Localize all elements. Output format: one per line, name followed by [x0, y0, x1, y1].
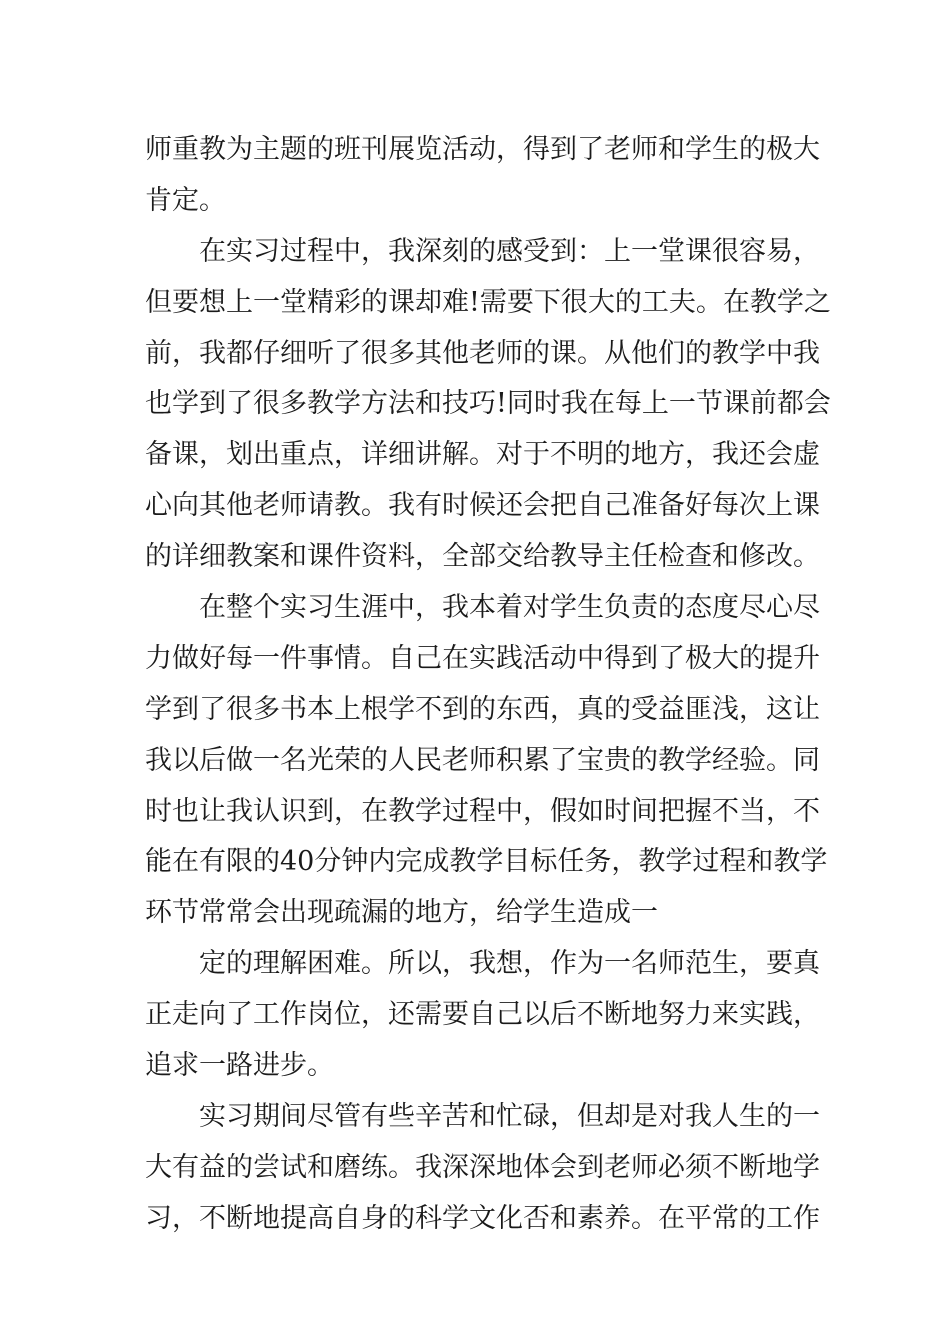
text-line: 大有益的尝试和磨练。我深深地体会到老师必须不断地学	[145, 1151, 820, 1183]
text-line: 备课，划出重点，详细讲解。对于不明的地方，我还会虚	[145, 439, 820, 471]
paragraph-first-line: 在整个实习生涯中，我本着对学生负责的态度尽心尽	[199, 592, 820, 624]
body-text	[145, 125, 831, 1245]
paragraph-first-line: 在实习过程中，我深刻的感受到：上一堂课很容易，	[199, 235, 820, 267]
text-line: 学到了很多书本上根学不到的东西，真的受益匪浅，这让	[145, 693, 820, 725]
text-line: 习，不断地提高自身的科学文化否和素养。在平常的工作	[145, 1202, 820, 1234]
text-line: 时也让我认识到，在教学过程中，假如时间把握不当，不	[145, 795, 820, 827]
text-line: 心向其他老师请教。我有时候还会把自己准备好每次上课	[145, 490, 820, 522]
text-line: 力做好每一件事情。自己在实践活动中得到了极大的提升	[145, 642, 820, 674]
paragraph-first-line: 实习期间尽管有些辛苦和忙碌，但却是对我人生的一	[199, 1100, 820, 1132]
text-line: 师重教为主题的班刊展览活动，得到了老师和学生的极大	[145, 134, 820, 165]
text-line: 也学到了很多教学方法和技巧!同时我在每上一节课前都会	[145, 388, 831, 420]
text-line: 但要想上一堂精彩的课却难!需要下很大的工夫。在教学之	[145, 286, 831, 318]
text-line: 前，我都仔细听了很多其他老师的课。从他们的教学中我	[145, 337, 820, 369]
text-line: 环节常常会出现疏漏的地方，给学生造成一	[145, 897, 658, 929]
text-line: 正走向了工作岗位，还需要自己以后不断地努力来实践，	[145, 999, 820, 1031]
paragraph-first-line: 定的理解困难。所以，我想，作为一名师范生，要真	[199, 948, 820, 980]
text-line: 追求一路进步。	[145, 1050, 334, 1082]
text-line: 能在有限的40分钟内完成教学目标任务，教学过程和教学	[145, 846, 828, 878]
text-line: 我以后做一名光荣的人民老师积累了宝贵的教学经验。同	[145, 744, 820, 776]
text-line: 肯定。	[145, 184, 226, 216]
text-line: 的详细教案和课件资料，全部交给教导主任检查和修改。	[145, 541, 820, 573]
